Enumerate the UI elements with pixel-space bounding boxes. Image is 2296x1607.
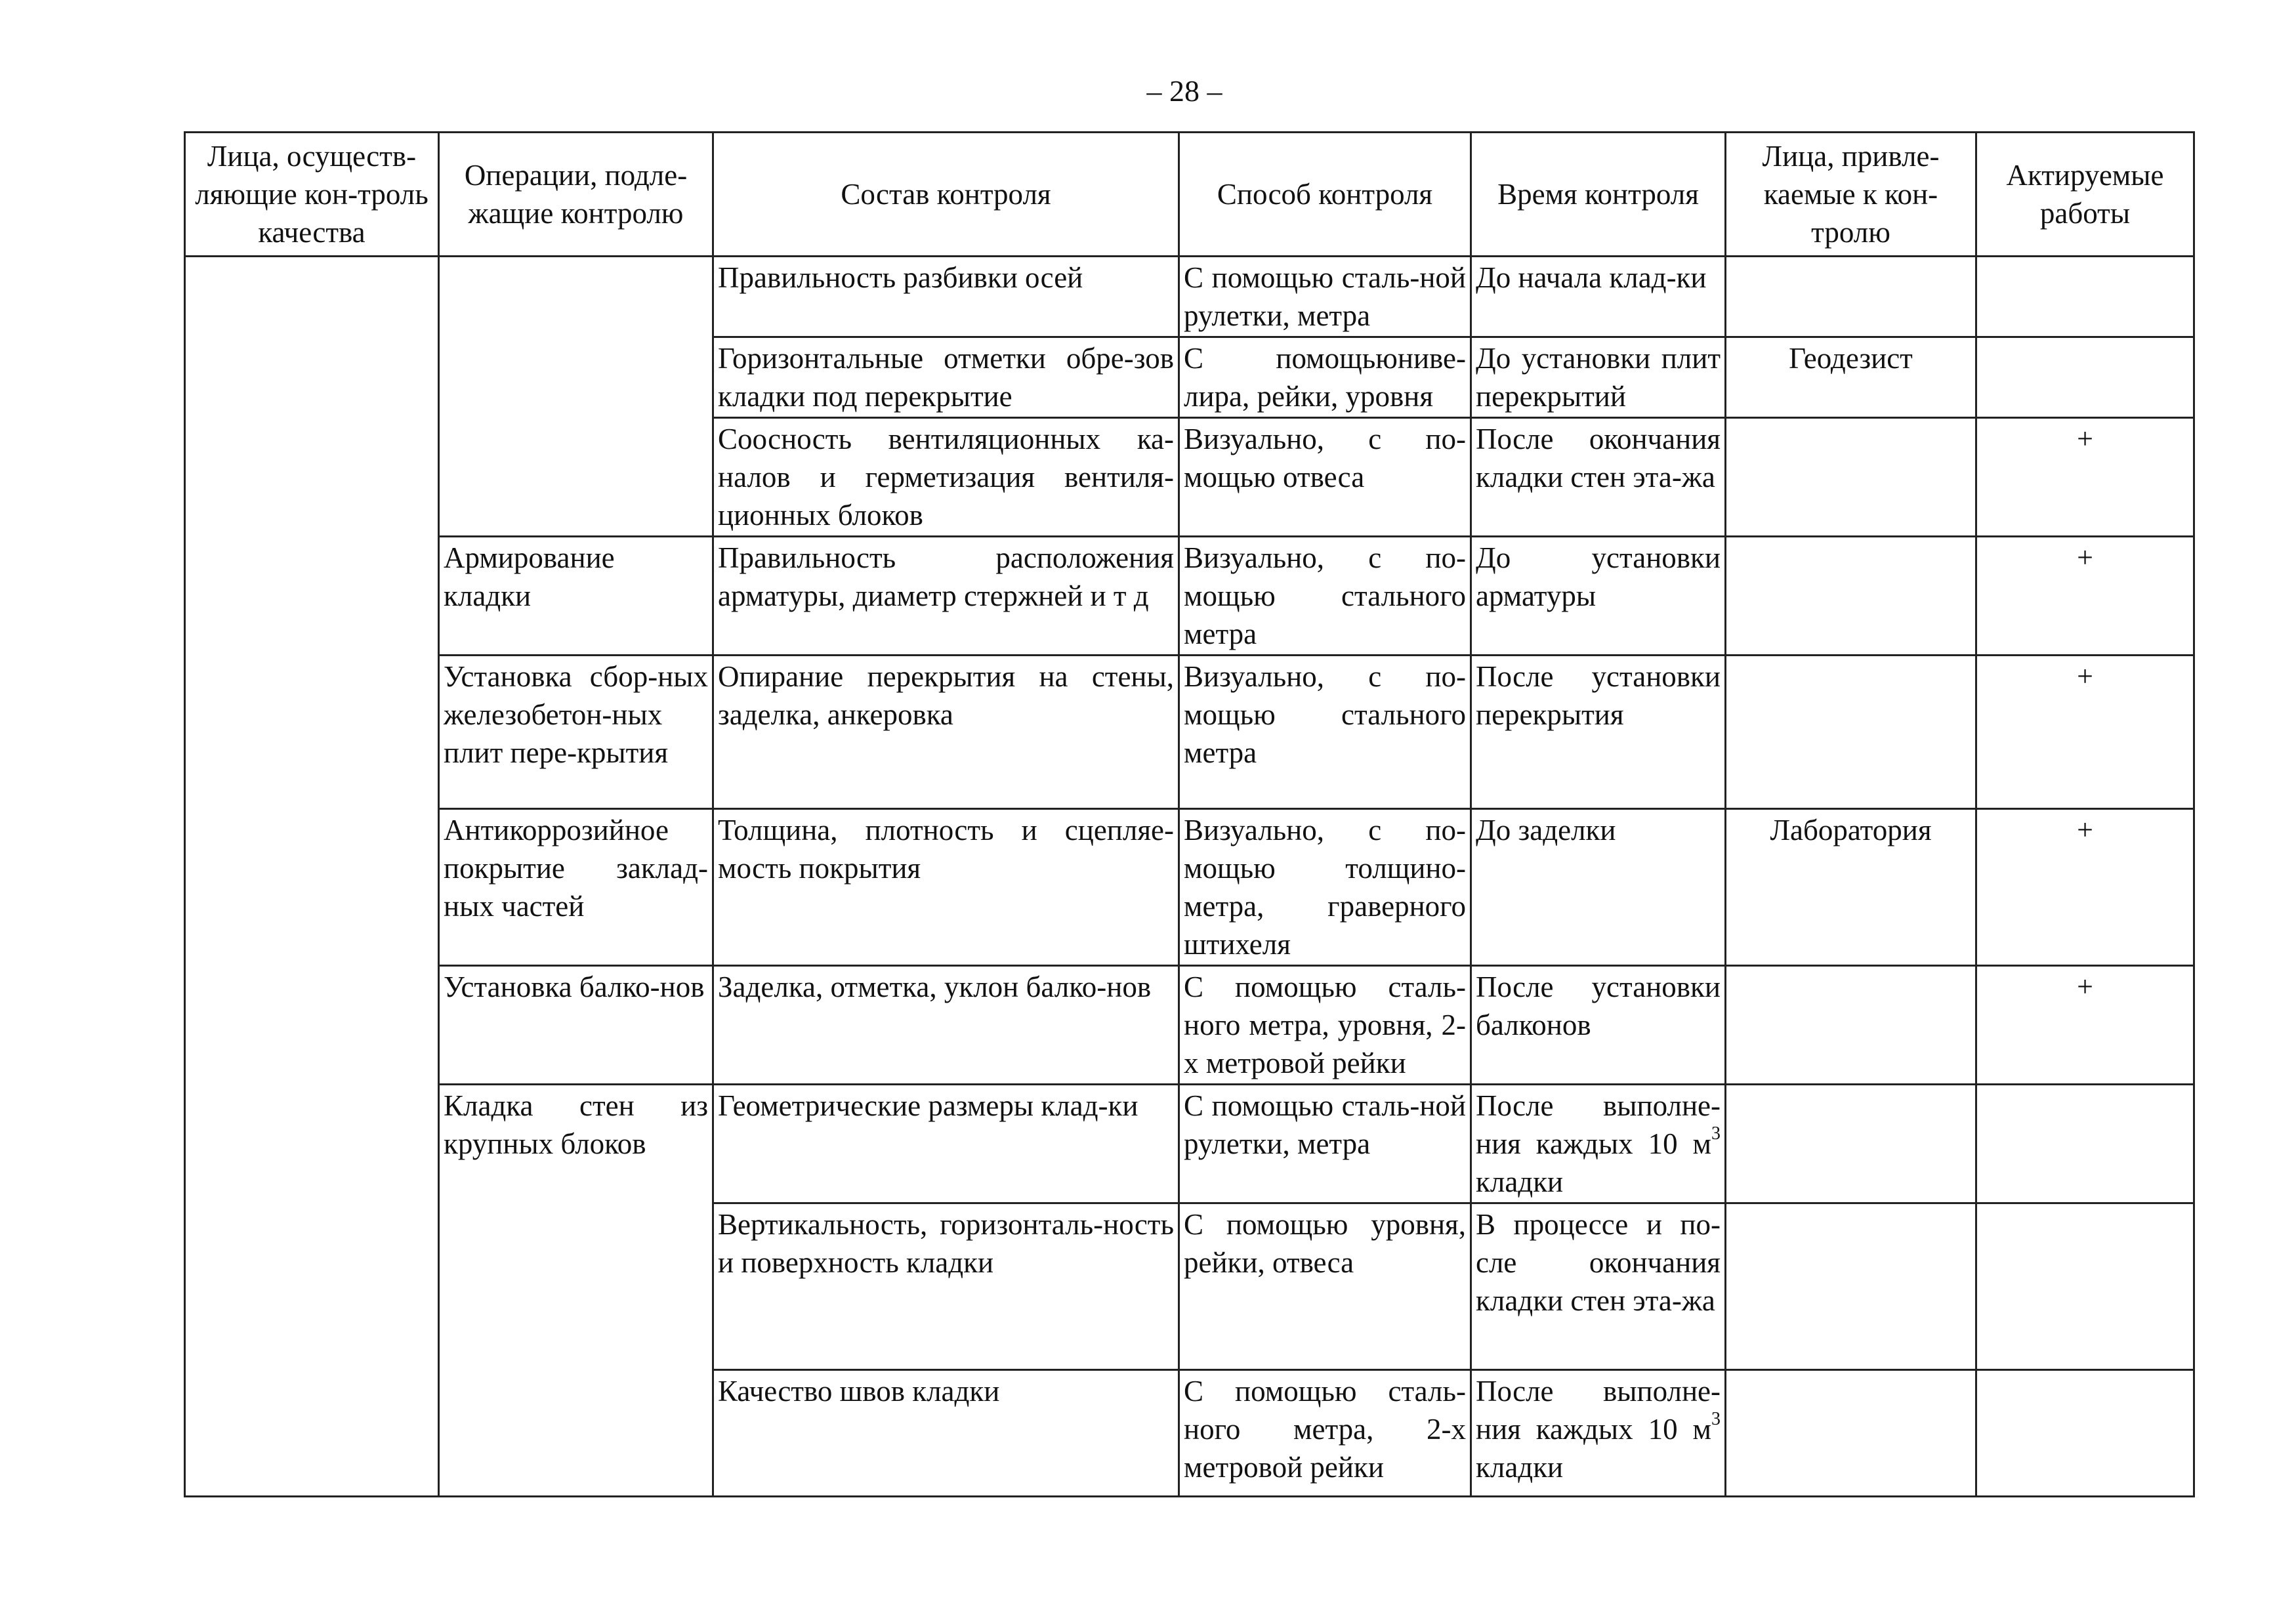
table-row: [185, 966, 2194, 1085]
table-row: [185, 257, 2194, 337]
cell-time: После установки балконов: [1471, 966, 1726, 1085]
header-involved: Лица, привле-каемые к кон-тролю: [1726, 133, 1976, 257]
cell-operation: Установка балко-нов: [439, 966, 713, 1085]
cell-method: С помощью сталь-ного метра, 2-х метровой рейки: [1179, 1370, 1471, 1497]
cell-operation: Антикоррозийное покрытие заклад-ных частей: [439, 809, 713, 966]
cell-method: Визуально, с по-мощью отвеса: [1179, 418, 1471, 537]
cell-operation: [439, 257, 713, 537]
cell-responsible: [185, 257, 439, 1497]
header-operation: Операции, подле-жащие контролю: [439, 133, 713, 257]
cell-operation: Установка сбор-ных железобетон-ных плит пере-крытия: [439, 656, 713, 809]
cell-involved: [1726, 656, 1976, 809]
cell-acted: +: [1976, 809, 2194, 966]
cell-time: В процессе и по-сле окончания кладки стен эта-жа: [1471, 1203, 1726, 1370]
cell-acted: [1976, 257, 2194, 337]
cell-involved: Лаборатория: [1726, 809, 1976, 966]
table-row: [185, 809, 2194, 966]
cell-method: Визуально, с по-мощью стального метра: [1179, 537, 1471, 656]
cell-acted: +: [1976, 966, 2194, 1085]
cell-acted: [1976, 337, 2194, 418]
cell-method: С помощью сталь-ной рулетки, метра: [1179, 257, 1471, 337]
cell-time: После выполне-ния каждых 10 $м^3$ кладки: [1471, 1085, 1726, 1203]
cell-time: До начала клад-ки: [1471, 257, 1726, 337]
cell-involved: [1726, 1370, 1976, 1497]
header-time: Время контроля: [1471, 133, 1726, 257]
cell-composition: Правильность разбивки осей: [713, 257, 1179, 337]
header-composition: Состав контроля: [713, 133, 1179, 257]
cell-involved: [1726, 418, 1976, 537]
cell-acted: [1976, 1203, 2194, 1370]
cell-method: С помощью уровня, рейки, отвеса: [1179, 1203, 1471, 1370]
header-acted: Актируемые работы: [1976, 133, 2194, 257]
cell-involved: [1726, 1203, 1976, 1370]
cell-involved: [1726, 537, 1976, 656]
cell-acted: +: [1976, 656, 2194, 809]
cell-composition: Горизонтальные отметки обре-зов кладки под перекрытие: [713, 337, 1179, 418]
cell-time: До установки арматуры: [1471, 537, 1726, 656]
cell-operation: Кладка стен из крупных блоков: [439, 1085, 713, 1497]
table-row: [185, 1085, 2194, 1203]
cell-method: С помощью сталь-ной рулетки, метра: [1179, 1085, 1471, 1203]
cell-time: До установки плит перекрытий: [1471, 337, 1726, 418]
cell-composition: Правильность расположения арматуры, диаметр стержней и т д: [713, 537, 1179, 656]
table-row: [185, 537, 2194, 656]
cell-time: После окончания кладки стен эта-жа: [1471, 418, 1726, 537]
cell-composition: Геометрические размеры клад-ки: [713, 1085, 1179, 1203]
cell-involved: [1726, 257, 1976, 337]
cell-composition: Качество швов кладки: [713, 1370, 1179, 1497]
cell-composition: Толщина, плотность и сцепляе-мость покрытия: [713, 809, 1179, 966]
table-header-row: [185, 133, 2194, 257]
cell-method: С помощьюниве-лира, рейки, уровня: [1179, 337, 1471, 418]
cell-time: После выполне-ния каждых 10 $м^3$ кладки: [1471, 1370, 1726, 1497]
cell-acted: [1976, 1370, 2194, 1497]
header-method: Способ контроля: [1179, 133, 1471, 257]
quality-control-table: [184, 131, 2195, 1497]
cell-operation: Армирование кладки: [439, 537, 713, 656]
cell-method: С помощью сталь-ного метра, уровня, 2-х метровой рейки: [1179, 966, 1471, 1085]
cell-involved: [1726, 966, 1976, 1085]
page-number: – 28 –: [1146, 74, 1222, 108]
cell-involved: Геодезист: [1726, 337, 1976, 418]
cell-composition: Опирание перекрытия на стены, заделка, анкеровка: [713, 656, 1179, 809]
table-row: [185, 656, 2194, 809]
cell-time: До заделки: [1471, 809, 1726, 966]
cell-composition: Заделка, отметка, уклон балко-нов: [713, 966, 1179, 1085]
cell-composition: Вертикальность, горизонталь-ность и поверхность кладки: [713, 1203, 1179, 1370]
header-responsible: Лица, осуществ-ляющие кон-троль качества: [185, 133, 439, 257]
cell-acted: +: [1976, 418, 2194, 537]
cell-acted: [1976, 1085, 2194, 1203]
cell-involved: [1726, 1085, 1976, 1203]
cell-composition: Соосность вентиляционных ка-налов и герметизация вентиля-ционных блоков: [713, 418, 1179, 537]
cell-acted: +: [1976, 537, 2194, 656]
cell-time: После установки перекрытия: [1471, 656, 1726, 809]
cell-method: Визуально, с по-мощью толщино-метра, граверного штихеля: [1179, 809, 1471, 966]
cell-method: Визуально, с по-мощью стального метра: [1179, 656, 1471, 809]
